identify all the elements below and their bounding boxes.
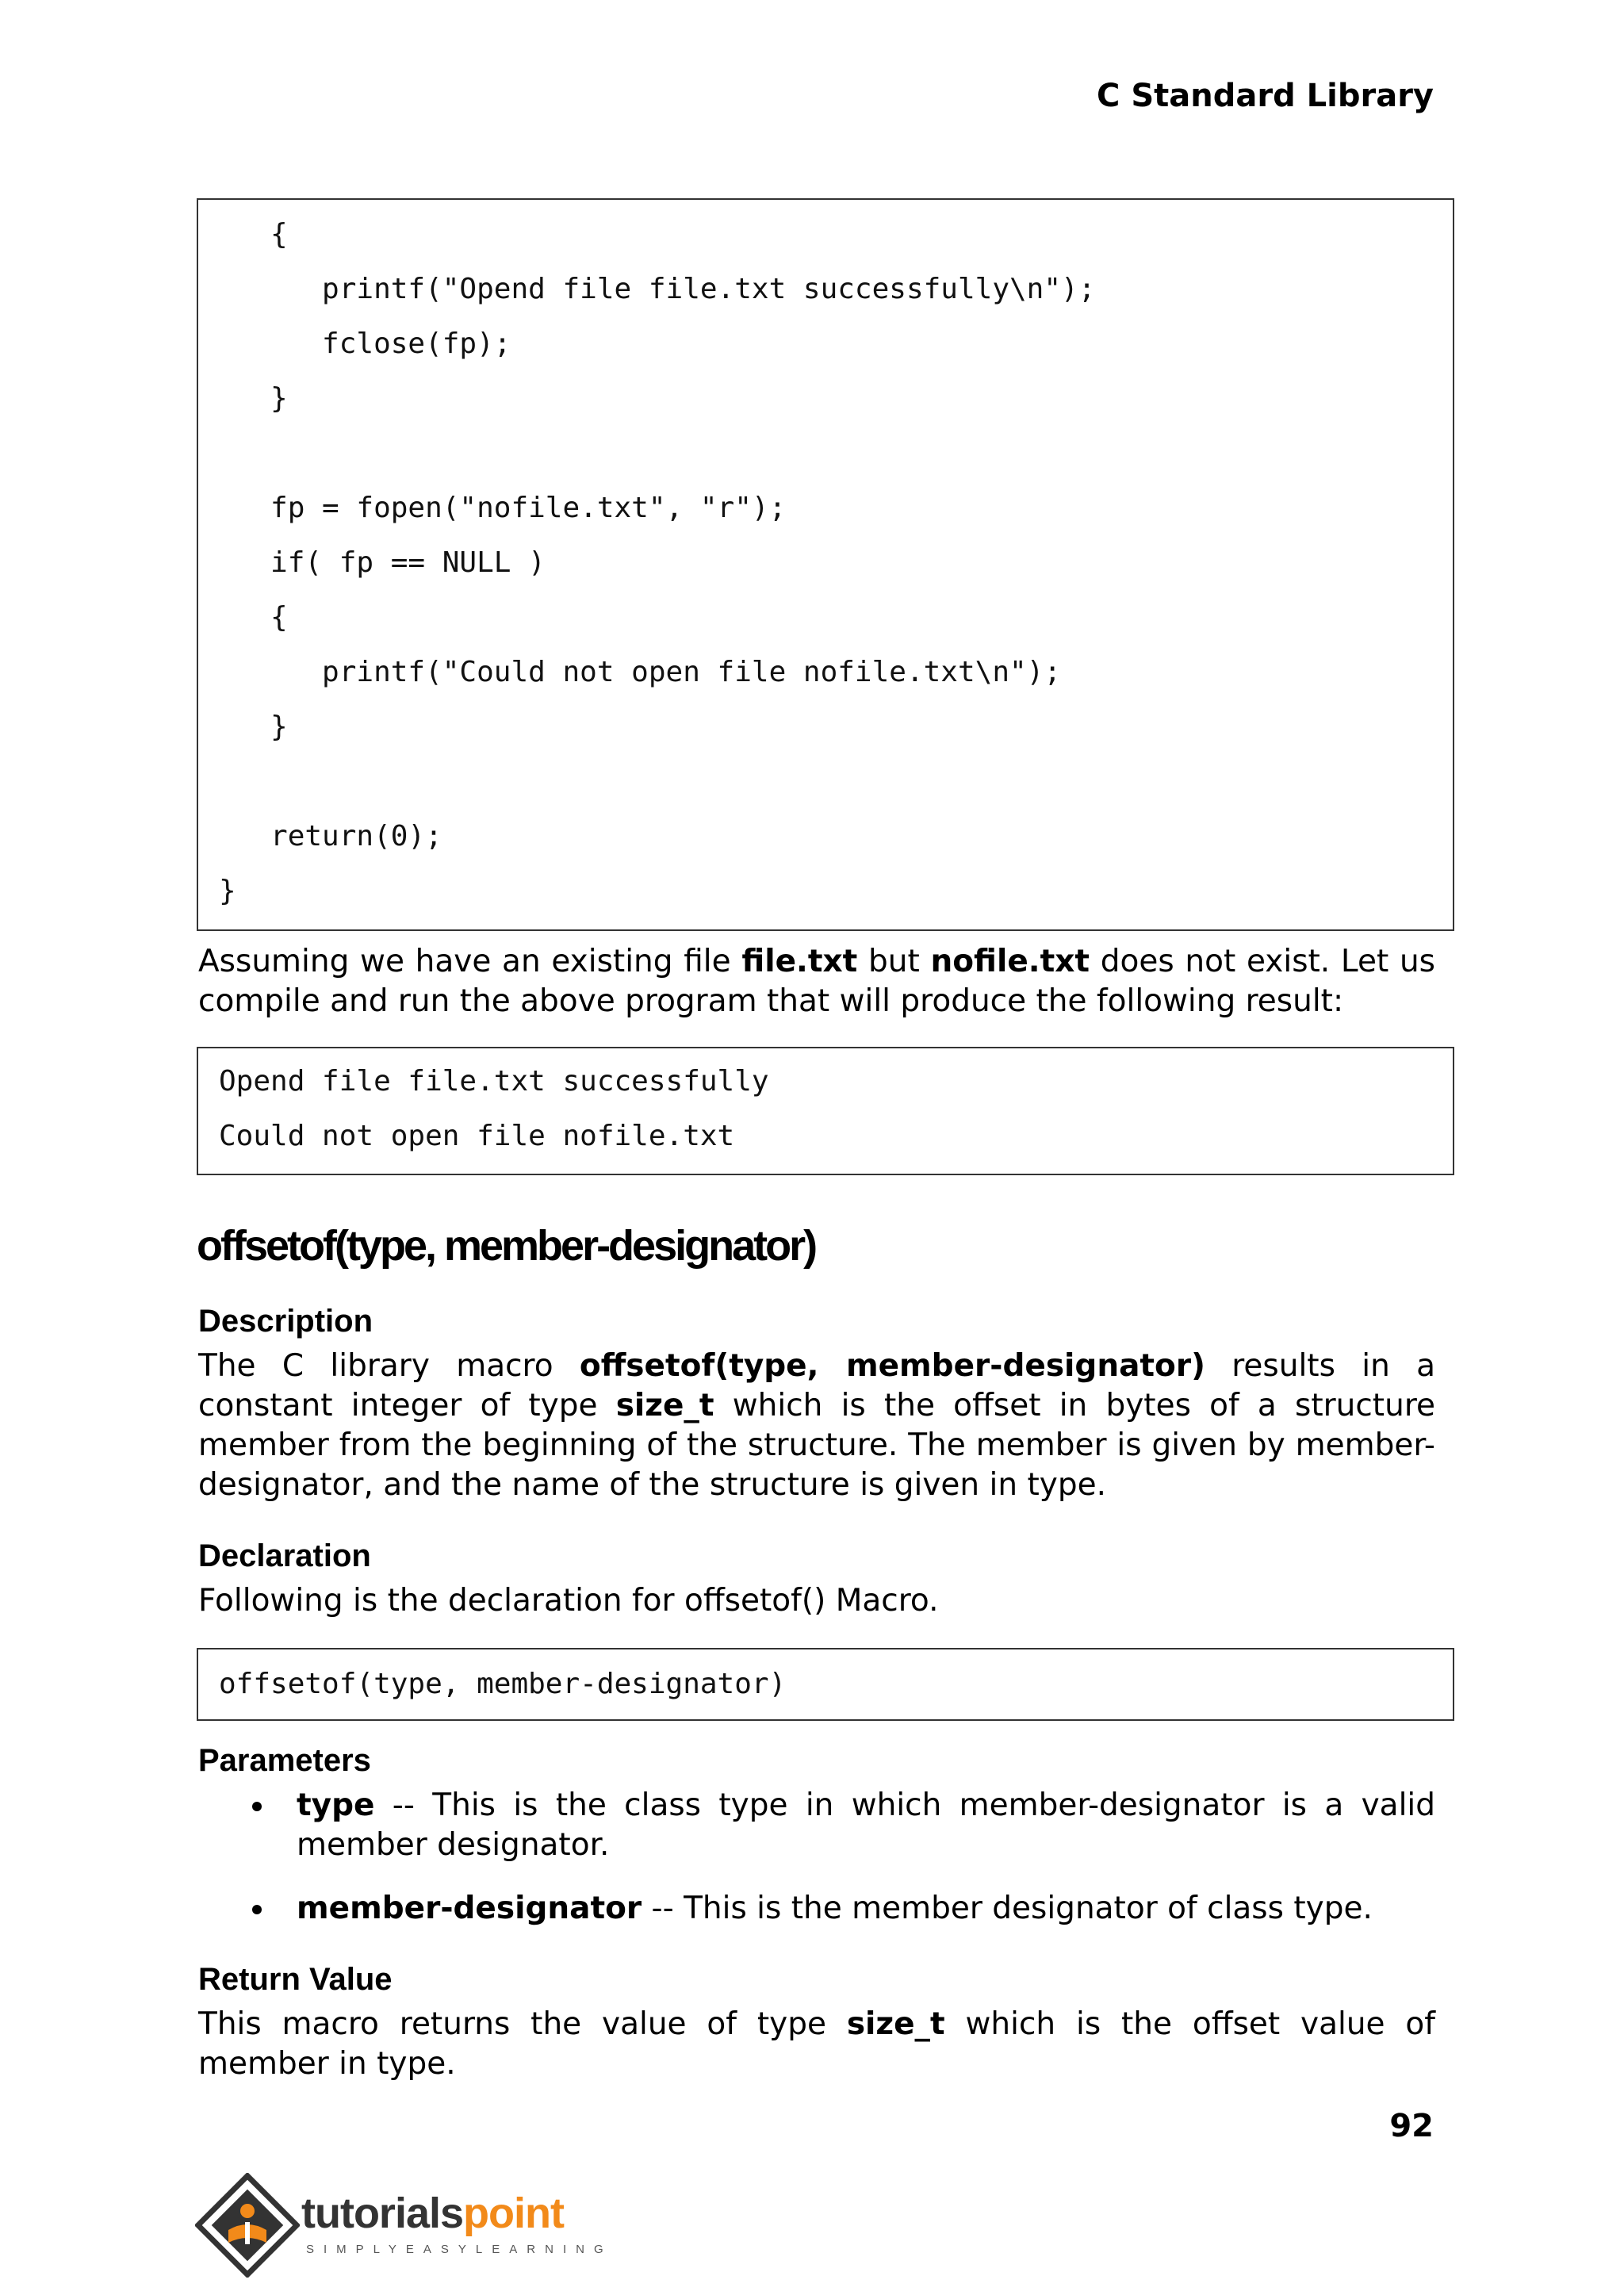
running-header: C Standard Library xyxy=(1097,78,1434,114)
parameter-item: member-designator -- This is the member designator of class type. xyxy=(297,1891,1373,1926)
code-line: offsetof(type, member-designator) xyxy=(219,1668,787,1700)
code-block xyxy=(197,198,1454,931)
output-block xyxy=(197,1047,1454,1175)
logo-mark-icon xyxy=(195,2173,300,2278)
logo-tagline: SIMPLYEASYLEARNING xyxy=(306,2243,613,2256)
parameters-heading: Parameters xyxy=(198,1743,371,1778)
page-number: 92 xyxy=(1389,2108,1434,2144)
code-line: printf("Could not open file nofile.txt\n"); xyxy=(219,656,1062,688)
tutorialspoint-logo xyxy=(195,2173,613,2281)
code-line: } xyxy=(219,875,236,907)
bullet-icon xyxy=(252,1905,262,1914)
return-value-heading: Return Value xyxy=(198,1962,393,1997)
bullet-icon xyxy=(252,1802,262,1811)
code-line: { xyxy=(219,601,288,634)
output-line: Opend file file.txt successfully xyxy=(219,1065,769,1098)
description-paragraph: The C library macro offsetof(type, member-designator) results in a constant integer of type size_t which is the offset in bytes of a structure member from the beginning of the structure. The member is given by member-designator, and the name of the structure is given in type. xyxy=(198,1348,1436,1503)
code-line: return(0); xyxy=(219,820,442,852)
section-title: offsetof(type, member-designator) xyxy=(197,1222,816,1270)
code-line: fclose(fp); xyxy=(219,328,511,360)
output-line: Could not open file nofile.txt xyxy=(219,1120,735,1152)
code-line: fp = fopen("nofile.txt", "r"); xyxy=(219,492,787,524)
logo-wordmark: tutorialspoint xyxy=(301,2190,564,2237)
code-line: } xyxy=(219,711,288,743)
filename-file: file.txt xyxy=(741,944,858,979)
intro-paragraph: Assuming we have an existing file file.txt but nofile.txt does not exist. Let us compile and run the above program that will produce the following result: xyxy=(198,944,1435,1019)
declaration-code-block xyxy=(197,1648,1454,1721)
return-value-paragraph: This macro returns the value of type size_t which is the offset value of member in type. xyxy=(198,2006,1435,2082)
filename-nofile: nofile.txt xyxy=(930,944,1090,979)
description-heading: Description xyxy=(198,1304,373,1339)
code-line: { xyxy=(219,218,288,251)
code-line: if( fp == NULL ) xyxy=(219,546,546,579)
code-line: printf("Opend file file.txt successfully\n"); xyxy=(219,273,1096,305)
declaration-heading: Declaration xyxy=(198,1538,371,1573)
parameter-item: type -- This is the class type in which member-designator is a valid member designator. xyxy=(297,1787,1435,1863)
declaration-paragraph: Following is the declaration for offsetof() Macro. xyxy=(198,1583,939,1619)
code-line: } xyxy=(219,382,288,415)
